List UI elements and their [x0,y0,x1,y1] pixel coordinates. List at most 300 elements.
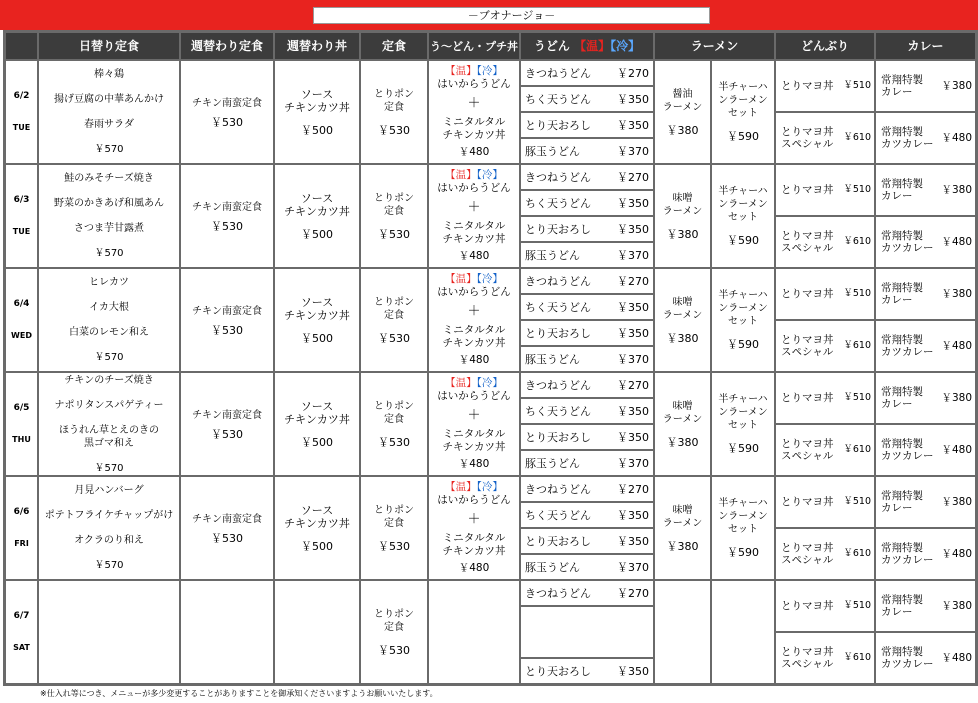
weekly-bowl-line2: チキンカツ丼 [284,308,350,322]
udon-item [520,580,654,606]
udon-name: はいからうどん [437,390,511,402]
daily-dish: ポテトフライケチャップがけ [44,510,174,521]
weekly-set-price: ￥530 [211,115,243,129]
udon-item-price: ￥270 [617,586,649,600]
cold-label: 【冷】 [610,38,641,53]
weekday-label: SAT [13,643,30,652]
daily-set-cell [38,268,180,372]
curry-price: ￥480 [941,132,972,144]
udon-item-name: ちく天うどん [525,300,591,314]
daily-dish: 春雨サラダ [84,119,134,130]
udon-item-name: ちく天うどん [525,92,591,106]
weekly-set-name: チキン南蛮定食 [192,409,262,421]
curry-price: ￥380 [941,392,972,404]
cold-label: 【冷】 [476,169,503,181]
udon-item-name: とり天おろし [525,430,591,444]
ramen-line1: 醤油 [672,88,693,100]
curry-item [875,112,976,164]
udon-item [520,372,654,398]
daily-set-cell [38,164,180,268]
donburi-price: ￥610 [843,236,871,247]
donburi-line2: スペシャル [781,450,834,462]
donburi-line1: とりマヨ丼 [781,438,834,450]
petit-line2: チキンカツ丼 [442,441,506,453]
teishoku-price: ￥530 [378,123,410,137]
set-line1: 半チャーハ [718,290,768,301]
weekly-bowl-cell [274,164,360,268]
udon-set-price: ￥480 [458,458,490,470]
day-row [5,60,976,86]
ramen-cell [654,372,711,476]
udon-item-price: ￥350 [617,430,649,444]
teishoku-cell [360,580,428,684]
udon-item-name: きつねうどん [525,274,591,288]
udon-name: はいからうどん [437,182,511,194]
udon-item [520,554,654,580]
curry-line1: 常翔特製 [881,126,923,138]
date-label: 6/6 [13,507,30,517]
set-line3: セット [728,212,758,223]
date-cell [5,268,38,372]
donburi-item [775,164,875,216]
day-row [5,580,976,606]
teishoku-price: ￥530 [378,435,410,449]
daily-price: ￥570 [94,248,124,259]
set-price: ￥590 [727,338,759,351]
udon-item-name: とり天おろし [525,664,591,678]
donburi-line1: とりマヨ丼 [781,334,834,346]
udon-item [520,268,654,294]
daily-dish: ナポリタンスパゲティー [54,399,164,411]
set-line1: 半チャーハ [718,394,768,405]
set-price: ￥590 [727,546,759,559]
ramen-line1: 味噌 [672,296,693,308]
donburi-price: ￥610 [843,340,871,351]
teishoku-line2: 定食 [384,517,404,529]
udon-item-price: ￥370 [617,144,649,158]
curry-line2: カレー [881,502,913,514]
hot-label: 【温】 [445,273,477,285]
weekly-set-cell [180,164,274,268]
udon-item [520,294,654,320]
curry-line2: カツカレー [881,138,934,150]
ramen-line1: 味噌 [672,504,693,516]
date-label: 6/4 [13,299,30,309]
udon-petit-cell [428,580,520,684]
weekly-set-price: ￥530 [211,219,243,233]
header-ramen: ラーメン [654,32,775,60]
donburi-item [775,476,875,528]
daily-dish: 黒ゴマ和え [84,437,134,449]
hot-label: 【温】 [445,65,477,77]
udon-item [520,658,654,684]
curry-line1: 常翔特製 [881,646,923,658]
donburi-line1: とりマヨ丼 [781,542,834,554]
plus-sign: ＋ [467,200,481,215]
curry-price: ￥380 [941,496,972,508]
curry-line1: 常翔特製 [881,282,923,294]
udon-item [520,528,654,554]
teishoku-line1: とりポン [374,504,414,516]
petit-line2: チキンカツ丼 [442,233,506,245]
date-label: 6/7 [13,611,30,621]
petit-line1: ミニタルタル [442,324,506,336]
udon-item-price: ￥350 [617,222,649,236]
weekly-bowl-price: ￥500 [301,435,333,449]
donburi-line1: とりマヨ丼 [781,646,834,658]
curry-item [875,164,976,216]
udon-item [520,450,654,476]
ramen-price: ￥380 [666,539,699,553]
udon-item-price: ￥270 [617,482,649,496]
udon-petit-cell [428,372,520,476]
udon-petit-cell [428,268,520,372]
udon-item [520,346,654,372]
teishoku-price: ￥530 [378,331,410,345]
daily-dish: ほうれん草とえのきの [59,424,159,436]
daily-price: ￥570 [94,560,124,571]
ramen-cell [654,476,711,580]
curry-line2: カツカレー [881,242,934,254]
weekly-bowl-price: ￥500 [301,539,333,553]
set-line2: ンラーメン [718,407,768,418]
udon-item-name: 豚玉うどん [525,248,580,262]
udon-item-name: きつねうどん [525,66,591,80]
date-label: 6/5 [13,403,30,413]
set-line2: ンラーメン [718,199,768,210]
udon-item-price: ￥350 [617,404,649,418]
weekday-label: TUE [12,123,31,132]
hot-label: 【温】 [445,169,477,181]
daily-set-cell [38,60,180,164]
weekly-set-cell [180,476,274,580]
udon-name: はいからうどん [437,78,511,90]
donburi-price: ￥610 [843,132,871,143]
donburi-price: ￥510 [843,80,871,91]
teishoku-line1: とりポン [374,192,414,204]
curry-line2: カツカレー [881,658,934,670]
curry-line1: 常翔特製 [881,438,923,450]
plus-sign: ＋ [467,512,481,527]
ramen-set-cell [711,372,775,476]
curry-line1: 常翔特製 [881,334,923,346]
donburi-item [775,112,875,164]
udon-set-price: ￥480 [458,562,490,574]
udon-item [520,424,654,450]
daily-dish: 白菜のレモン和え [69,327,149,338]
curry-item [875,424,976,476]
udon-item [520,60,654,86]
ramen-price: ￥380 [666,331,699,345]
set-price: ￥590 [727,130,759,143]
weekly-set-name: チキン南蛮定食 [192,201,262,213]
daily-price: ￥570 [94,462,124,474]
donburi-item [775,216,875,268]
udon-item-name: ちく天うどん [525,404,591,418]
teishoku-line1: とりポン [374,88,414,100]
daily-dish: さつま芋甘露煮 [74,223,144,234]
curry-line2: カレー [881,398,913,410]
udon-item-price: ￥370 [617,352,649,366]
set-line1: 半チャーハ [718,82,768,93]
curry-line2: カツカレー [881,450,934,462]
udon-item-name: 豚玉うどん [525,560,580,574]
donburi-name: とりマヨ丼 [781,80,834,92]
udon-item-price: ￥350 [617,300,649,314]
footnote: ※仕入れ等につき、メニューが多少変更することがありますことを御承知くださいますようお願いいたします。 [40,689,438,698]
ramen-line2: ラーメン [662,309,703,321]
weekly-bowl-line1: ソース [300,191,334,205]
daily-dish: 月見ハンバーグ [74,485,144,496]
udon-petit-cell [428,60,520,164]
donburi-name: とりマヨ丼 [781,392,834,404]
date-cell [5,476,38,580]
daily-set-cell [38,372,180,476]
curry-line1: 常翔特製 [881,542,923,554]
curry-line1: 常翔特製 [881,386,923,398]
header-daily: 日替り定食 [38,32,180,60]
curry-line1: 常翔特製 [881,490,923,502]
ramen-cell [654,60,711,164]
weekly-bowl-price: ￥500 [301,331,333,345]
ramen-price: ￥380 [666,227,699,241]
petit-line2: チキンカツ丼 [442,129,506,141]
day-row [5,268,976,294]
udon-item-name: 豚玉うどん [525,352,580,366]
header-udon: うどん 【温】【冷】 [520,32,654,60]
teishoku-cell [360,372,428,476]
donburi-item [775,320,875,372]
corner-cell [5,32,38,60]
teishoku-line2: 定食 [384,205,404,217]
petit-line1: ミニタルタル [442,428,506,440]
teishoku-line1: とりポン [374,296,414,308]
donburi-line2: スペシャル [781,346,834,358]
date-cell [5,60,38,164]
udon-item-name: ちく天うどん [525,196,591,210]
day-row [5,476,976,502]
udon-name: はいからうどん [437,494,511,506]
set-line2: ンラーメン [718,303,768,314]
udon-item [520,476,654,502]
set-price: ￥590 [727,442,759,455]
donburi-item [775,632,875,684]
udon-item-price: ￥270 [617,66,649,80]
plus-sign: ＋ [467,304,481,319]
weekly-set-cell [180,372,274,476]
weekly-bowl-cell [274,60,360,164]
udon-item-price: ￥350 [617,196,649,210]
curry-price: ￥480 [941,548,972,560]
cold-label: 【冷】 [476,481,503,493]
curry-line2: カレー [881,294,913,306]
curry-item [875,476,976,528]
udon-item [520,138,654,164]
curry-line2: カレー [881,86,913,98]
curry-price: ￥480 [941,652,972,664]
weekday-label: WED [11,331,32,340]
udon-item-price: ￥350 [617,508,649,522]
ramen-price: ￥380 [666,123,699,137]
udon-item [520,164,654,190]
udon-item-price: ￥270 [617,378,649,392]
menu-title: －ブオナージョ－ [313,7,710,24]
donburi-price: ￥510 [843,600,871,611]
curry-price: ￥380 [941,288,972,300]
weekday-label: TUE [12,227,31,236]
weekly-bowl-cell [274,372,360,476]
daily-dish: 揚げ豆腐の中華あんかけ [54,94,164,105]
curry-line2: カツカレー [881,346,934,358]
daily-set-cell [38,580,180,684]
donburi-item [775,528,875,580]
teishoku-line1: とりポン [374,400,414,412]
weekday-label: FRI [14,539,29,548]
set-line3: セット [728,316,758,327]
petit-line2: チキンカツ丼 [442,545,506,557]
udon-item [520,320,654,346]
weekly-set-price: ￥530 [211,427,243,441]
curry-price: ￥380 [941,80,972,92]
set-line1: 半チャーハ [718,498,768,509]
donburi-line2: スペシャル [781,138,834,150]
daily-dish: ヒレカツ [89,277,129,288]
udon-set-price: ￥480 [458,354,490,366]
weekly-menu-table [3,30,978,686]
cold-label: 【冷】 [476,65,503,77]
udon-item-name: きつねうどん [525,482,591,496]
petit-line1: ミニタルタル [442,532,506,544]
ramen-price: ￥380 [666,435,699,449]
donburi-item [775,580,875,632]
udon-name: はいからうどん [437,286,511,298]
daily-dish: 野菜のかきあげ和風あん [54,198,164,209]
teishoku-cell [360,60,428,164]
udon-item [520,502,654,528]
header-teishoku: 定食 [360,32,428,60]
header-weekly-bowl: 週替わり丼 [274,32,360,60]
curry-item [875,60,976,112]
donburi-line2: スペシャル [781,554,834,566]
udon-item-name: 豚玉うどん [525,144,580,158]
udon-item [520,112,654,138]
header-row [5,32,976,60]
donburi-item [775,424,875,476]
donburi-item [775,372,875,424]
weekly-set-name: チキン南蛮定食 [192,305,262,317]
donburi-name: とりマヨ丼 [781,600,834,612]
udon-petit-cell [428,164,520,268]
hot-label: 【温】 [445,481,477,493]
donburi-item [775,268,875,320]
donburi-name: とりマヨ丼 [781,184,834,196]
ramen-set-cell [711,580,775,684]
udon-set-price: ￥480 [458,250,490,262]
day-row [5,372,976,398]
cold-label: 【冷】 [476,377,503,389]
donburi-price: ￥610 [843,652,871,663]
date-label: 6/3 [13,195,30,205]
udon-item-name: きつねうどん [525,586,591,600]
udon-item-price: ￥370 [617,560,649,574]
curry-item [875,320,976,372]
curry-price: ￥380 [941,184,972,196]
donburi-line1: とりマヨ丼 [781,230,834,242]
date-cell [5,372,38,476]
set-line3: セット [728,524,758,535]
header-weekly-set: 週替わり定食 [180,32,274,60]
teishoku-line2: 定食 [384,309,404,321]
donburi-item [775,60,875,112]
udon-item-price: ￥370 [617,248,649,262]
hot-label: 【温】 [445,377,477,389]
curry-line1: 常翔特製 [881,230,923,242]
set-price: ￥590 [727,234,759,247]
cold-label: 【冷】 [476,273,503,285]
weekly-set-price: ￥530 [211,323,243,337]
donburi-line1: とりマヨ丼 [781,126,834,138]
set-line3: セット [728,420,758,431]
udon-item-price: ￥350 [617,326,649,340]
udon-set-price: ￥480 [458,146,490,158]
udon-item-price: ￥270 [617,170,649,184]
plus-sign: ＋ [467,408,481,423]
udon-item-price: ￥370 [617,456,649,470]
curry-line1: 常翔特製 [881,178,923,190]
weekly-set-name: チキン南蛮定食 [192,97,262,109]
weekly-bowl-line1: ソース [300,399,334,413]
weekly-set-name: チキン南蛮定食 [192,513,262,525]
udon-item-name: とり天おろし [525,118,591,132]
udon-item-price: ￥350 [617,534,649,548]
udon-item-name: とり天おろし [525,534,591,548]
udon-item-price: ￥350 [617,92,649,106]
ramen-cell [654,268,711,372]
weekly-bowl-line2: チキンカツ丼 [284,100,350,114]
udon-item [520,216,654,242]
ramen-line2: ラーメン [662,205,703,217]
teishoku-cell [360,476,428,580]
udon-item-name: とり天おろし [525,222,591,236]
weekly-bowl-line2: チキンカツ丼 [284,412,350,426]
curry-line2: カレー [881,190,913,202]
donburi-price: ￥510 [843,392,871,403]
weekly-bowl-line1: ソース [300,295,334,309]
daily-price: ￥570 [94,352,124,363]
teishoku-line1: とりポン [374,608,414,620]
donburi-line2: スペシャル [781,658,834,670]
udon-item [520,242,654,268]
set-line1: 半チャーハ [718,186,768,197]
ramen-line1: 味噌 [672,400,693,412]
ramen-set-cell [711,164,775,268]
weekly-set-price: ￥530 [211,531,243,545]
ramen-line1: 味噌 [672,192,693,204]
ramen-line2: ラーメン [662,101,703,113]
weekly-bowl-cell [274,476,360,580]
daily-dish: オクラのり和え [74,535,144,546]
day-row [5,164,976,190]
weekly-bowl-cell [274,580,360,684]
date-cell [5,164,38,268]
curry-item [875,216,976,268]
curry-line2: カレー [881,606,913,618]
donburi-name: とりマヨ丼 [781,288,834,300]
weekday-label: THU [12,435,31,444]
curry-price: ￥480 [941,444,972,456]
curry-price: ￥480 [941,340,972,352]
udon-item-name: 豚玉うどん [525,456,580,470]
